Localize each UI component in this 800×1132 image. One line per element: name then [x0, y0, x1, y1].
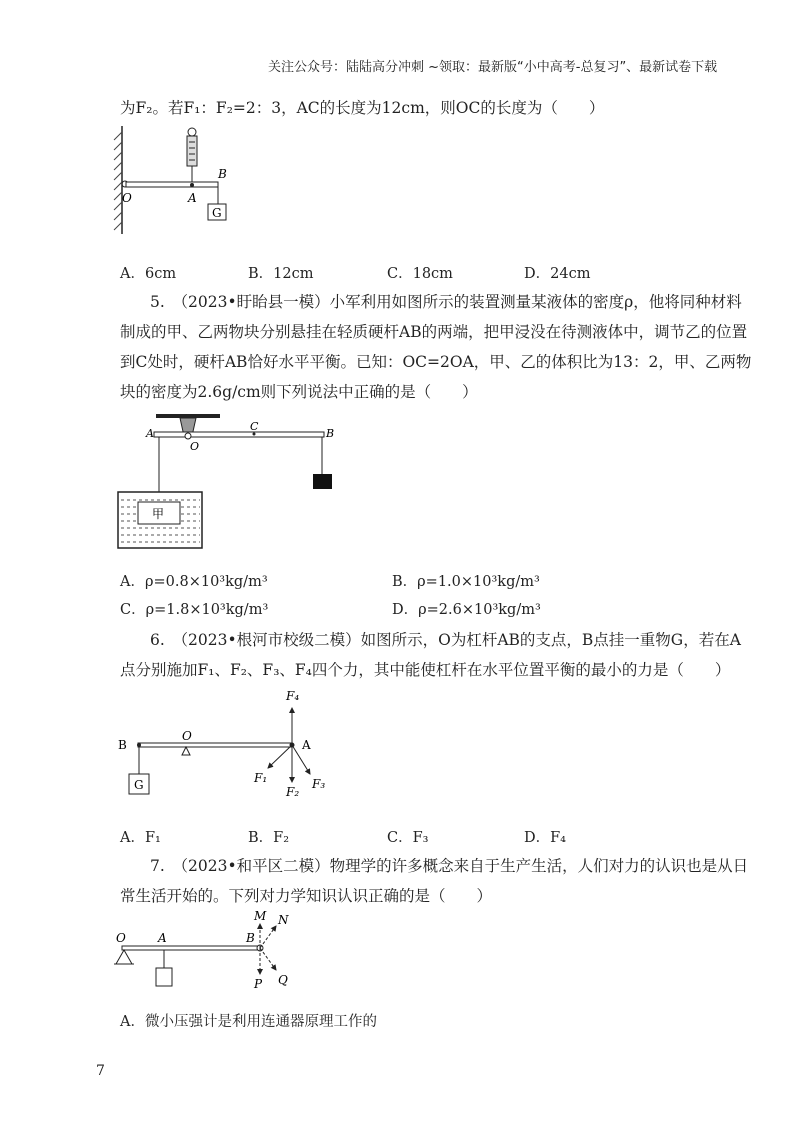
q6-option-d: D．F₄ [524, 830, 566, 846]
label-b: B [246, 931, 255, 945]
label-b: B [326, 427, 335, 440]
label-f1: F₁ [254, 771, 268, 785]
q6-line-2: 点分别施加F₁、F₂、F₃、F₄四个力，其中能使杠杆在水平位置平衡的最小的力是（ ） [120, 661, 731, 679]
pivot-o [185, 433, 191, 439]
q5-line-4: 块的密度为2.6g/cm则下列说法中正确的是（ ） [120, 383, 478, 401]
label-g: G [134, 778, 144, 792]
q4-option-a: A．6cm [120, 266, 177, 282]
q6-option-c: C．F₃ [387, 830, 429, 846]
q6-option-a: A．F₁ [120, 830, 161, 846]
q5-line-3: 到C处时，硬杆AB恰好水平平衡。已知：OC=2OA，甲、乙的体积比为13：2，甲、乙两物 [120, 353, 752, 371]
lever-ab [154, 432, 324, 437]
label-a: A [302, 738, 311, 752]
label-a: A [188, 191, 197, 205]
q6-line-1: 6. （2023•根河市校级二模）如图所示，O为杠杆AB的支点，B点挂一重物G，若在A [150, 631, 741, 649]
label-n: N [278, 913, 289, 927]
label-f3: F₃ [312, 777, 326, 791]
q5-option-a: A．ρ=0.8×10³kg/m³ [120, 574, 268, 590]
label-o: O [182, 729, 192, 743]
q5-option-d: D．ρ=2.6×10³kg/m³ [392, 602, 541, 618]
q7-option-a: A．微小压强计是利用连通器原理工作的 [120, 1014, 377, 1030]
force-f1-arrow [268, 745, 292, 768]
label-b: B [218, 167, 227, 181]
spring-scale [187, 128, 197, 182]
label-g: G [212, 206, 222, 220]
weight [156, 968, 172, 986]
wall-hatch [114, 126, 122, 234]
label-a: A [146, 427, 154, 440]
label-m: M [254, 909, 267, 923]
q7-line-1: 7. （2023•和平区二模）物理学的许多概念来自于生产生活，人们对力的认识也是从日 [150, 857, 749, 875]
q4-diagram [108, 124, 238, 236]
label-o: O [116, 931, 126, 945]
q4-option-b: B．12cm [248, 266, 314, 282]
fulcrum-triangle [116, 950, 132, 964]
q5-line-2: 制成的甲、乙两物块分别悬挂在轻质硬杆AB的两端，把甲浸没在待测液体中，调节乙的位置 [120, 323, 748, 341]
page-number: 7 [96, 1063, 105, 1079]
label-a: A [158, 931, 167, 945]
label-o: O [122, 191, 132, 205]
header-note: 关注公众号：陆陆高分冲刺 ~领取：最新版“小中高考-总复习”、最新试卷下载 [268, 60, 718, 75]
label-o: O [190, 440, 200, 453]
lever [126, 182, 218, 187]
point-b [137, 743, 141, 747]
lever-ob [122, 946, 262, 950]
q5-diagram [112, 410, 347, 552]
ceiling [156, 414, 220, 418]
q5-line-1: 5. （2023•盱眙县一模）小军利用如图所示的装置测量某液体的密度ρ，他将同种材料 [150, 293, 742, 311]
label-p: P [254, 977, 263, 991]
q5-option-c: C．ρ=1.8×10³kg/m³ [120, 602, 269, 618]
fulcrum-triangle [182, 747, 190, 755]
label-jia: 甲 [152, 507, 165, 521]
label-f4: F₄ [286, 689, 300, 703]
q4-tail: 为F₂。若F₁：F₂=2：3，AC的长度为12cm，则OC的长度为（ ） [120, 99, 605, 117]
block-yi [313, 474, 332, 489]
q4-option-d: D．24cm [524, 266, 591, 282]
lever-ab [138, 743, 292, 747]
label-c: C [250, 420, 259, 433]
q7-diagram [112, 908, 312, 994]
q6-option-b: B．F₂ [248, 830, 290, 846]
label-q: Q [278, 973, 288, 987]
q4-option-c: C．18cm [387, 266, 453, 282]
q5-option-b: B．ρ=1.0×10³kg/m³ [392, 574, 540, 590]
label-b: B [118, 738, 127, 752]
point-a [190, 183, 194, 187]
label-f2: F₂ [286, 785, 300, 799]
q6-diagram [112, 686, 342, 800]
q7-line-2: 常生活开始的。下列对力学知识认识正确的是（ ） [120, 887, 493, 905]
